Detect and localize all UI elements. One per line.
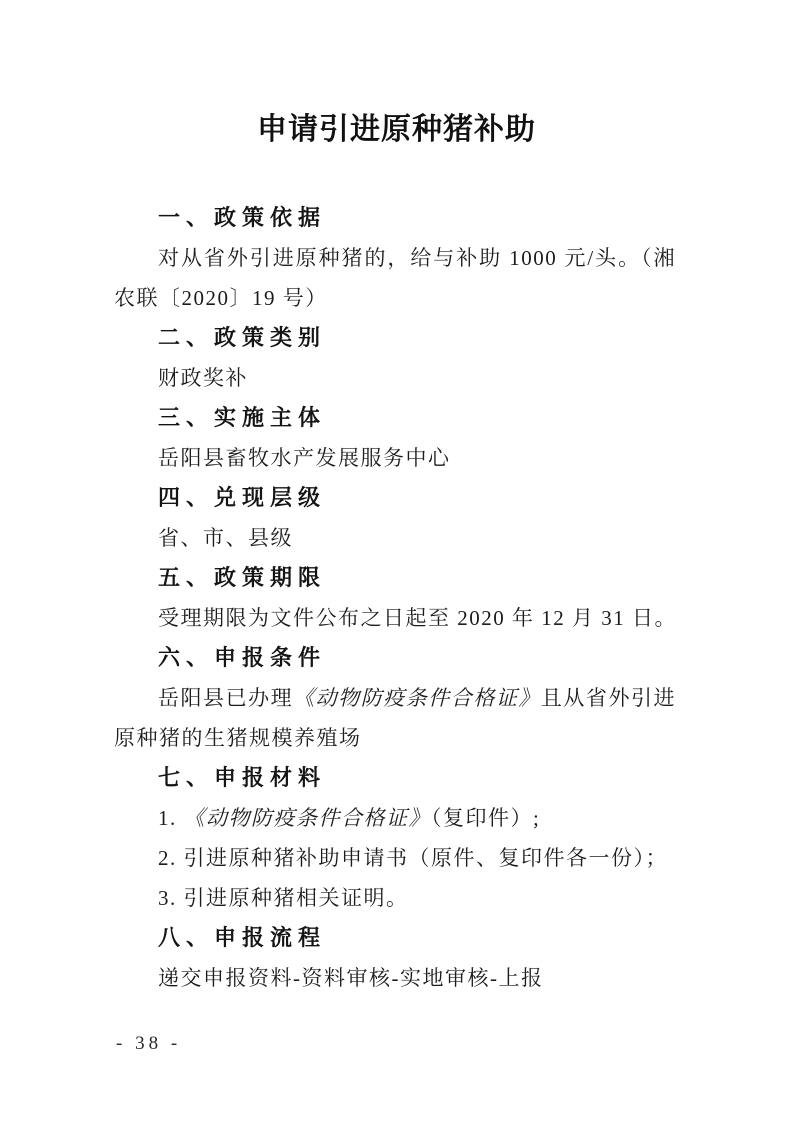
material-item-2 [114,838,676,878]
section-heading-fulfillment-level: 四、兑现层级 [158,485,327,510]
certificate-book-title: 《动物防疫条件合格证》 [293,686,541,710]
section-heading-application-materials: 七、申报材料 [158,765,327,790]
section-heading-implementing-body: 三、实施主体 [158,405,327,430]
section-heading-application-process: 八、申报流程 [158,925,327,950]
condition-text-prefix: 岳阳县已办理 [158,686,294,710]
material-item-1 [114,798,676,838]
section-body-policy-basis: 对从省外引进原种猪的，给与补助 1000 元/头。（湘农联〔2020〕19 号） [114,246,676,310]
section-body-policy-category: 财政奖补 [158,366,248,390]
document-title: 申请引进原种猪补助 [257,113,536,146]
section-heading-policy-deadline: 五、政策期限 [158,565,327,590]
section-heading-application-conditions: 六、申报条件 [158,645,327,670]
section-body-fulfillment-level: 省、市、县级 [158,526,293,550]
material-item-2-number: 2. [158,846,184,870]
material-item-3-text: 引进原种猪相关证明。 [183,886,409,910]
page-number: - 38 - [116,1033,182,1054]
section-heading-policy-basis: 一、政策依据 [158,205,327,230]
section-body-application-process: 递交申报资料-资料审核-实地审核-上报 [158,966,544,990]
section-body-application-conditions [114,678,676,758]
section-body-implementing-body: 岳阳县畜牧水产发展服务中心 [158,446,451,470]
material-item-3-number: 3. [158,886,184,910]
section-body-policy-deadline: 受理期限为文件公布之日起至 2020 年 12 月 31 日。 [158,606,677,630]
material-item-1-book-title: 《动物防疫条件合格证》 [183,806,431,830]
condition-text-suffix: 且从省外引进原种猪的生猪规模养殖场 [114,686,677,750]
material-item-1-number: 1. [158,806,184,830]
document-body [114,198,676,998]
material-item-1-text: （复印件）; [431,806,541,830]
material-item-3 [114,878,676,918]
section-heading-policy-category: 二、政策类别 [158,325,327,350]
material-item-2-text: 引进原种猪补助申请书（原件、复印件各一份）； [183,846,668,870]
